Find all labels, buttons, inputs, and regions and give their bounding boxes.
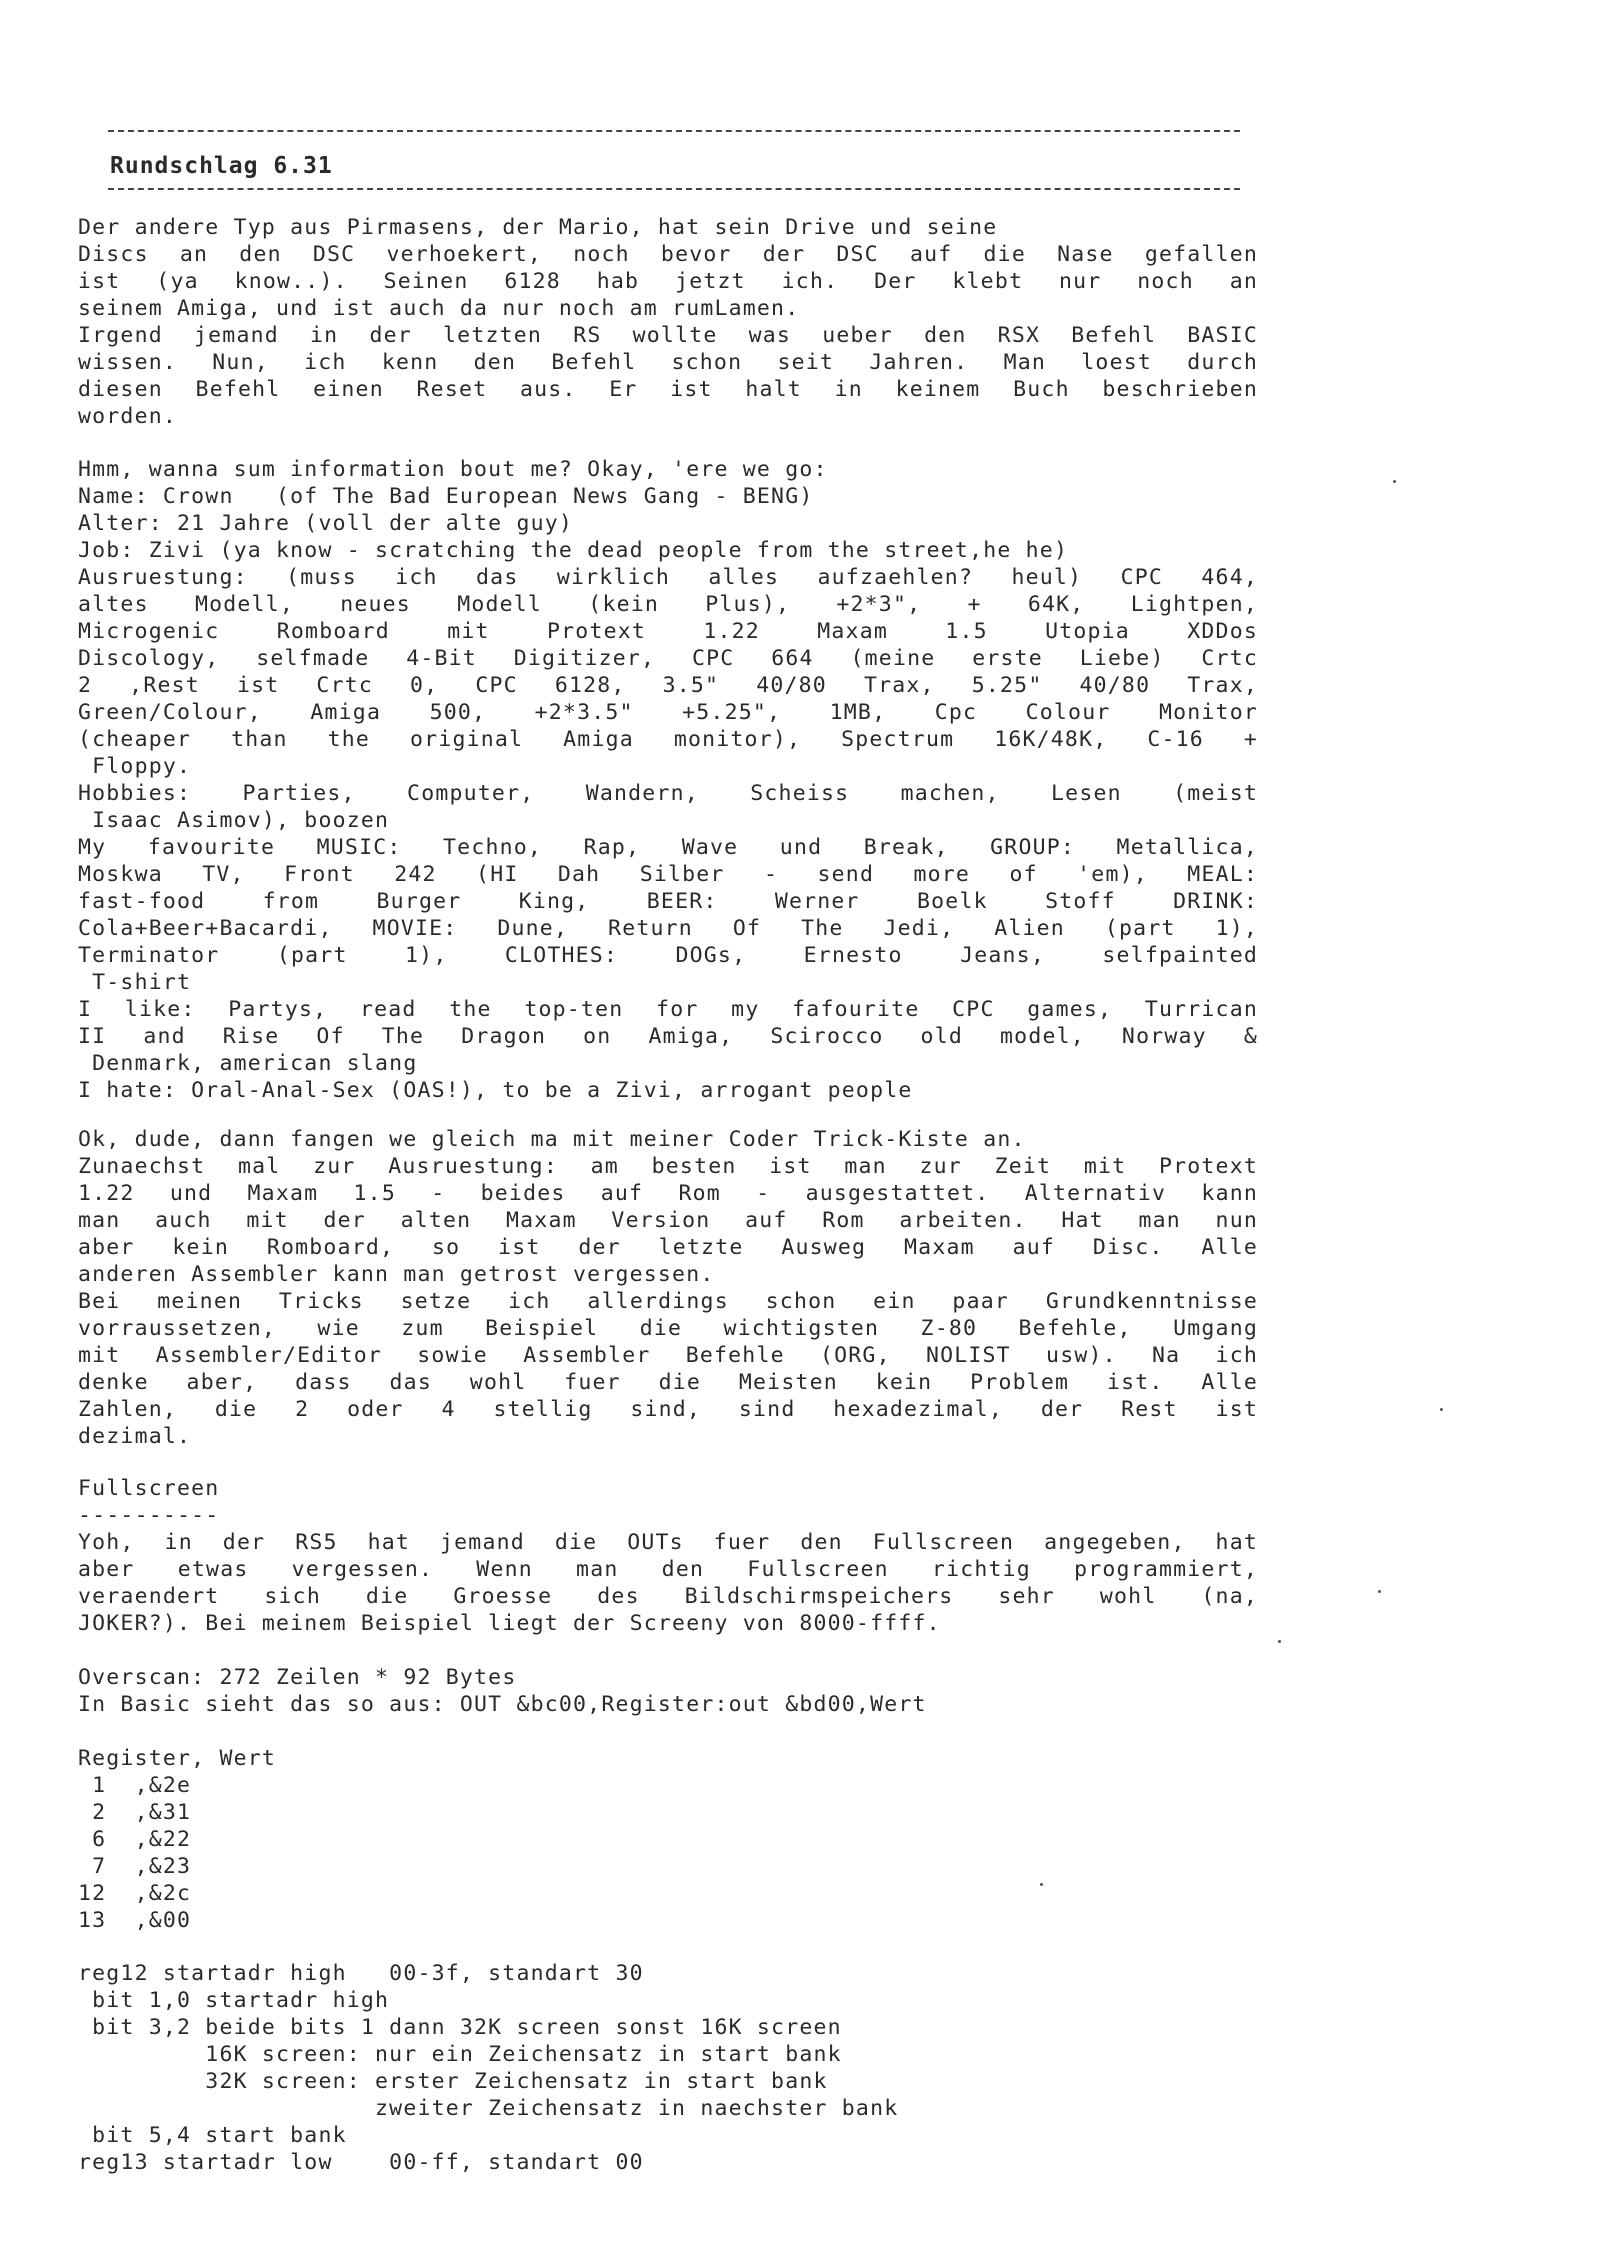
text-line: denke aber, dass das wohl fuer die Meisten kein Problem ist. Alle xyxy=(78,1370,1258,1395)
text-line: 1.22 und Maxam 1.5 - beides auf Rom - ausgestattet. Alternativ kann xyxy=(78,1181,1258,1206)
text-line: zweiter Zeichensatz in naechster bank xyxy=(78,2096,899,2121)
text-line: Zahlen, die 2 oder 4 stellig sind, sind hexadezimal, der Rest ist xyxy=(78,1397,1258,1422)
text-line: 6 ,&22 xyxy=(78,1827,192,1852)
text-line: Moskwa TV, Front 242 (HI Dah Silber - send more of 'em), MEAL: xyxy=(78,862,1258,887)
text-line: fast-food from Burger King, BEER: Werner Boelk Stoff DRINK: xyxy=(78,889,1258,914)
text-line: Overscan: 272 Zeilen * 92 Bytes xyxy=(78,1665,517,1690)
text-line: 2 ,&31 xyxy=(78,1800,192,1825)
text-line: reg13 startadr low 00-ff, standart 00 xyxy=(78,2150,644,2175)
text-line: (cheaper than the original Amiga monitor), Spectrum 16K/48K, C-16 + xyxy=(78,727,1258,752)
text-line: I hate: Oral-Anal-Sex (OAS!), to be a Zivi, arrogant people xyxy=(78,1078,913,1103)
text-line: Cola+Beer+Bacardi, MOVIE: Dune, Return Of The Jedi, Alien (part 1), xyxy=(78,916,1258,941)
text-line: Denmark, american slang xyxy=(78,1051,418,1076)
text-line: Hmm, wanna sum information bout me? Okay, 'ere we go: xyxy=(78,457,828,482)
scan-speck xyxy=(1040,1883,1043,1886)
text-line: Isaac Asimov), boozen xyxy=(78,808,390,833)
text-line: man auch mit der alten Maxam Version auf Rom arbeiten. Hat man nun xyxy=(78,1208,1258,1233)
text-line: I like: Partys, read the top-ten for my fafourite CPC games, Turrican xyxy=(78,997,1258,1022)
text-line: 12 ,&2c xyxy=(78,1881,192,1906)
text-line: Discs an den DSC verhoekert, noch bevor der DSC auf die Nase gefallen xyxy=(78,242,1258,267)
text-line: 2 ,Rest ist Crtc 0, CPC 6128, 3.5" 40/80 Trax, 5.25" 40/80 Trax, xyxy=(78,673,1258,698)
text-line: Ausruestung: (muss ich das wirklich alles aufzaehlen? heul) CPC 464, xyxy=(78,565,1258,590)
text-line: T-shirt xyxy=(78,970,192,995)
text-line: Ok, dude, dann fangen we gleich ma mit meiner Coder Trick-Kiste an. xyxy=(78,1127,1026,1152)
scan-speck xyxy=(1440,1408,1443,1411)
text-line: Bei meinen Tricks setze ich allerdings schon ein paar Grundkenntnisse xyxy=(78,1289,1258,1314)
text-line: Register, Wert xyxy=(78,1746,277,1771)
text-line: II and Rise Of The Dragon on Amiga, Scirocco old model, Norway & xyxy=(78,1024,1258,1049)
text-line: worden. xyxy=(78,404,178,429)
text-line: seinem Amiga, und ist auch da nur noch am rumLamen. xyxy=(78,296,800,321)
article-title: Rundschlag 6.31 xyxy=(110,153,333,179)
text-line: ist (ya know..). Seinen 6128 hab jetzt ich. Der klebt nur noch an xyxy=(78,269,1258,294)
text-line: In Basic sieht das so aus: OUT &bc00,Register:out &bd00,Wert xyxy=(78,1692,927,1717)
text-line: 1 ,&2e xyxy=(78,1773,192,1798)
text-line: veraendert sich die Groesse des Bildschirmspeichers sehr wohl (na, xyxy=(78,1584,1258,1609)
text-line: Discology, selfmade 4-Bit Digitizer, CPC 664 (meine erste Liebe) Crtc xyxy=(78,646,1258,671)
scan-speck xyxy=(1378,1590,1381,1593)
text-line: wissen. Nun, ich kenn den Befehl schon seit Jahren. Man loest durch xyxy=(78,350,1258,375)
text-line: anderen Assembler kann man getrost vergessen. xyxy=(78,1262,715,1287)
title-underline-rule xyxy=(108,188,1240,190)
text-line: bit 1,0 startadr high xyxy=(78,1988,390,2013)
text-line: bit 5,4 start bank xyxy=(78,2123,347,2148)
text-line: 16K screen: nur ein Zeichensatz in start bank xyxy=(78,2042,842,2067)
text-line: 32K screen: erster Zeichensatz in start bank xyxy=(78,2069,828,2094)
text-line: My favourite MUSIC: Techno, Rap, Wave und Break, GROUP: Metallica, xyxy=(78,835,1258,860)
text-line: Terminator (part 1), CLOTHES: DOGs, Ernesto Jeans, selfpainted xyxy=(78,943,1258,968)
text-line: Green/Colour, Amiga 500, +2*3.5" +5.25", 1MB, Cpc Colour Monitor xyxy=(78,700,1258,725)
text-line: vorraussetzen, wie zum Beispiel die wichtigsten Z-80 Befehle, Umgang xyxy=(78,1316,1258,1341)
text-line: Job: Zivi (ya know - scratching the dead people from the street,he he) xyxy=(78,538,1069,563)
scan-speck xyxy=(1278,1640,1281,1643)
text-line: Der andere Typ aus Pirmasens, der Mario, hat sein Drive und seine xyxy=(78,215,998,240)
scan-speck xyxy=(1393,480,1396,483)
text-line: Irgend jemand in der letzten RS wollte was ueber den RSX Befehl BASIC xyxy=(78,323,1258,348)
text-line: altes Modell, neues Modell (kein Plus), +2*3", + 64K, Lightpen, xyxy=(78,592,1258,617)
text-line: 7 ,&23 xyxy=(78,1854,192,1879)
text-line: diesen Befehl einen Reset aus. Er ist halt in keinem Buch beschrieben xyxy=(78,377,1258,402)
text-line: Yoh, in der RS5 hat jemand die OUTs fuer den Fullscreen angegeben, hat xyxy=(78,1530,1258,1555)
text-line: Hobbies: Parties, Computer, Wandern, Scheiss machen, Lesen (meist xyxy=(78,781,1258,806)
text-line: ---------- xyxy=(78,1503,220,1528)
text-line: Name: Crown (of The Bad European News Gang - BENG) xyxy=(78,484,814,509)
text-line: 13 ,&00 xyxy=(78,1908,192,1933)
text-line: reg12 startadr high 00-3f, standart 30 xyxy=(78,1961,644,1986)
top-dashed-rule xyxy=(108,130,1240,132)
text-line: Zunaechst mal zur Ausruestung: am besten ist man zur Zeit mit Protext xyxy=(78,1154,1258,1179)
text-line: Alter: 21 Jahre (voll der alte guy) xyxy=(78,511,574,536)
text-line: aber etwas vergessen. Wenn man den Fullscreen richtig programmiert, xyxy=(78,1557,1258,1582)
text-line: bit 3,2 beide bits 1 dann 32K screen sonst 16K screen xyxy=(78,2015,842,2040)
text-line: mit Assembler/Editor sowie Assembler Befehle (ORG, NOLIST usw). Na ich xyxy=(78,1343,1258,1368)
text-line: aber kein Romboard, so ist der letzte Ausweg Maxam auf Disc. Alle xyxy=(78,1235,1258,1260)
text-line: JOKER?). Bei meinem Beispiel liegt der Screeny von 8000-ffff. xyxy=(78,1611,941,1636)
text-line: Fullscreen xyxy=(78,1476,220,1501)
text-line: Microgenic Romboard mit Protext 1.22 Maxam 1.5 Utopia XDDos xyxy=(78,619,1258,644)
text-line: Floppy. xyxy=(78,754,192,779)
text-line: dezimal. xyxy=(78,1424,192,1449)
